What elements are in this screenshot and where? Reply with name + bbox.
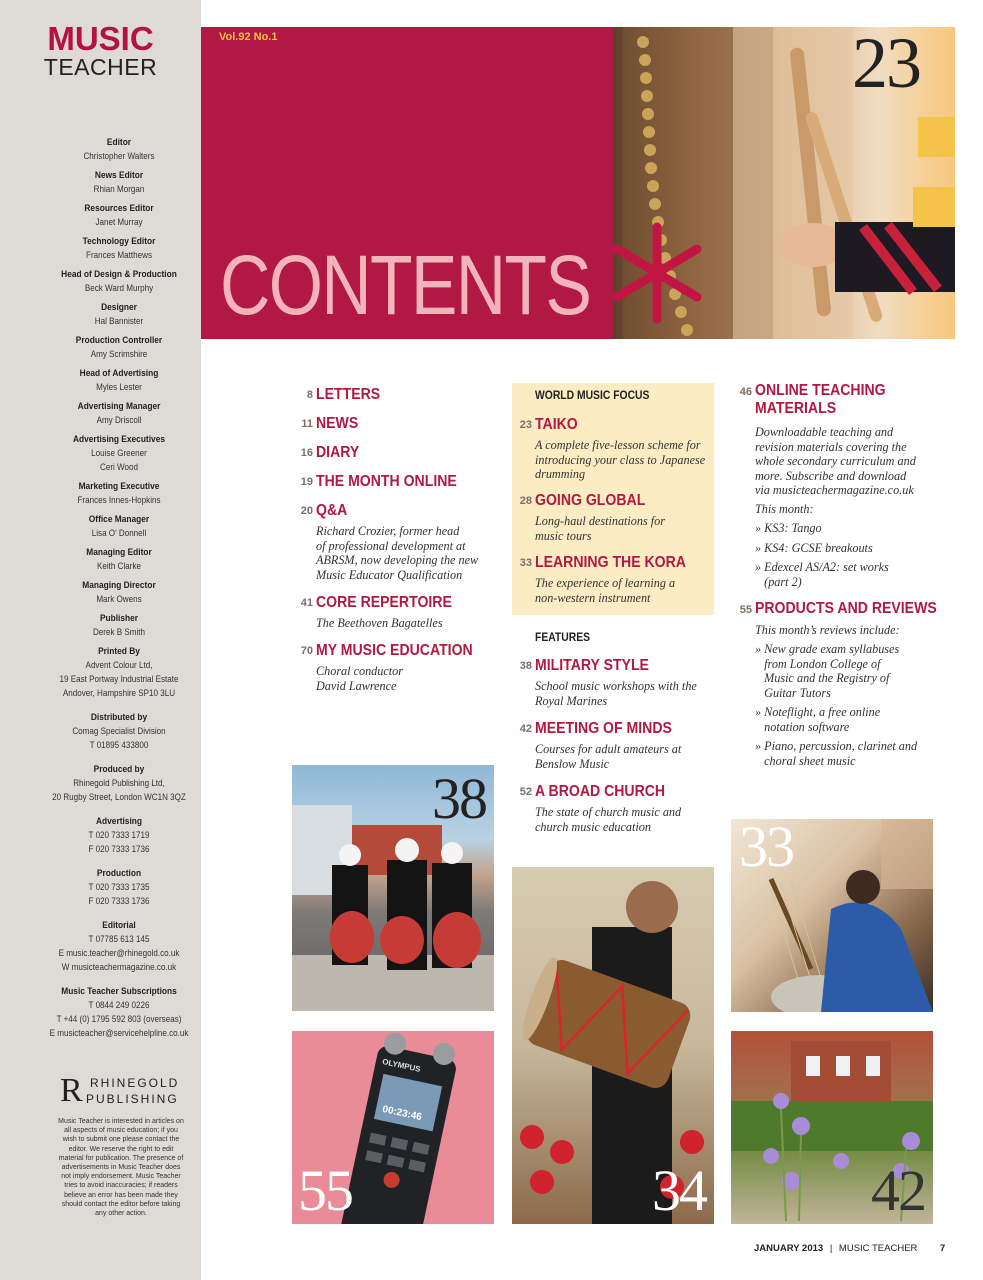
staff-detail: Andover, Hampshire SP10 3LU — [62, 688, 176, 699]
staff-detail: Amy Scrimshire — [90, 349, 148, 360]
staff-list — [20, 136, 218, 1041]
staff-role: Designer — [101, 302, 137, 313]
toc-description: The Beethoven Bagatelles — [316, 616, 443, 630]
staff-detail: Advent Colour Ltd, — [85, 660, 153, 671]
toc-description: via musicteachermagazine.co.uk — [755, 483, 914, 497]
toc-page-number: 70 — [300, 645, 313, 657]
marines-photo — [292, 765, 494, 1011]
staff-detail: 19 East Portway Industrial Estate — [59, 674, 179, 685]
staff-detail: 20 Rugby Street, London WC1N 3QZ — [52, 792, 186, 803]
staff-detail: Rhinegold Publishing Ltd, — [73, 778, 165, 789]
toc-description: Downloadable teaching and — [755, 425, 894, 439]
footer-issue: JANUARY 2013 — [754, 1243, 824, 1254]
recorder-time-display: 00:23:46 — [381, 1103, 423, 1124]
staff-detail: T 020 7333 1735 — [88, 882, 150, 893]
toc-description: ABRSM, now developing the new — [316, 553, 479, 567]
staff-role: Produced by — [93, 764, 145, 775]
staff-detail: Keith Clarke — [97, 561, 141, 572]
toc-description: David Lawrence — [316, 678, 397, 693]
staff-detail: T 0844 249 0226 — [88, 1000, 150, 1011]
staff-detail: T 07785 613 145 — [88, 934, 150, 945]
staff-detail: Hal Bannister — [94, 316, 144, 327]
flowers-page-number: 42 — [871, 1158, 925, 1223]
recorder-photo — [292, 1031, 494, 1224]
rhinegold-logo-line2: PUBLISHING — [86, 1092, 179, 1106]
staff-detail: Beck Ward Murphy — [84, 283, 154, 294]
toc-description: Long-haul destinations for — [535, 514, 666, 528]
section-label-features: FEATURES — [535, 632, 591, 644]
toc-column-2 — [508, 388, 718, 848]
toc-page-number: 38 — [519, 660, 532, 672]
staff-role: Marketing Executive — [78, 481, 160, 492]
staff-detail: F 020 7333 1736 — [88, 896, 150, 907]
bullet-item: » New grade exam syllabuses — [755, 642, 900, 656]
toc-description: The state of church music and — [535, 805, 682, 819]
toc-title: TAIKO — [535, 416, 578, 433]
toc-description: School music workshops with the — [535, 679, 697, 693]
volume-label: Vol.92 No.1 — [219, 31, 278, 43]
dhol-page-number: 34 — [652, 1158, 706, 1223]
rhinegold-logo-line1: RHINEGOLD — [90, 1076, 180, 1090]
month-label: This month: — [755, 502, 814, 516]
staff-role: Publisher — [99, 613, 139, 624]
staff-detail: Janet Murray — [95, 217, 143, 228]
toc-page-number: 33 — [519, 557, 532, 569]
toc-description: non-western instrument — [535, 590, 651, 605]
kora-page-number: 33 — [739, 819, 793, 879]
staff-detail: Myles Lester — [96, 382, 142, 393]
staff-detail: T 020 7333 1719 — [88, 830, 150, 841]
toc-title: MEETING OF MINDS — [535, 720, 672, 737]
toc-description: whole secondary curriculum and — [755, 454, 916, 468]
toc-description: Choral conductor — [316, 664, 404, 678]
toc-title: LETTERS — [316, 386, 381, 403]
toc-page-number: 20 — [300, 505, 313, 517]
toc-title: GOING GLOBAL — [535, 492, 646, 509]
staff-role: Production — [96, 868, 142, 879]
staff-role: Head of Design & Production — [61, 269, 177, 280]
toc-description: drumming — [535, 467, 586, 481]
flowers-photo — [731, 1031, 933, 1224]
toc-title: MATERIALS — [755, 400, 837, 417]
staff-detail: F 020 7333 1736 — [88, 844, 150, 855]
staff-detail: Comag Specialist Division — [72, 726, 166, 737]
staff-detail: Derek B Smith — [92, 627, 146, 638]
staff-role: Resources Editor — [84, 203, 154, 214]
bullet-item: » KS4: GCSE breakouts — [755, 540, 873, 555]
toc-page-number: 42 — [519, 723, 532, 735]
staff-role: Advertising — [95, 816, 142, 827]
toc-page-number: 8 — [306, 389, 313, 401]
footer-separator: | — [829, 1243, 833, 1254]
toc-description: of professional development at — [316, 538, 466, 553]
staff-role: Editorial — [102, 920, 136, 931]
toc-title: A BROAD CHURCH — [535, 783, 666, 800]
staff-detail: E musicteacher@servicehelpline.co.uk — [49, 1028, 189, 1039]
staff-role: Editor — [106, 137, 132, 148]
page-footer — [754, 1243, 945, 1254]
toc-page-number: 41 — [300, 597, 313, 609]
toc-description: revision materials covering the — [755, 439, 907, 454]
toc-description: Music Educator Qualification — [316, 567, 463, 582]
toc-column-3 — [728, 382, 948, 782]
staff-role: Technology Editor — [82, 236, 156, 247]
marines-page-number: 38 — [432, 766, 486, 831]
staff-role: News Editor — [94, 170, 144, 181]
staff-detail: Rhian Morgan — [93, 184, 145, 195]
section-label-world-music: WORLD MUSIC FOCUS — [535, 390, 650, 402]
page-title: CONTENTS — [220, 238, 591, 332]
toc-title: MILITARY STYLE — [535, 657, 649, 674]
staff-detail: W musicteachermagazine.co.uk — [61, 962, 177, 973]
toc-description: The experience of learning a — [535, 576, 676, 590]
footer-magazine: MUSIC TEACHER — [838, 1243, 918, 1254]
bullet-item: from London College of — [755, 656, 881, 671]
toc-description: Courses for adult amateurs at — [535, 742, 682, 756]
masthead-logo-line1: MUSIC — [47, 20, 154, 57]
staff-role: Advertising Executives — [72, 434, 165, 445]
staff-role: Distributed by — [90, 712, 148, 723]
staff-detail: Frances Innes-Hopkins — [77, 495, 161, 506]
staff-detail: Christopher Walters — [83, 151, 155, 162]
bullet-item: Guitar Tutors — [755, 685, 831, 700]
dhol-photo — [512, 867, 714, 1224]
bullet-item: » Edexcel AS/A2: set works — [755, 560, 889, 574]
staff-detail: Amy Driscoll — [96, 415, 142, 426]
rhinegold-logo-mark: R — [60, 1072, 83, 1109]
staff-role: Printed By — [98, 646, 140, 657]
staff-detail: Louise Greener — [91, 448, 147, 459]
staff-role: Head of Advertising — [79, 368, 159, 379]
toc-page-number: 55 — [739, 604, 752, 616]
bullet-item: » Noteflight, a free online — [755, 705, 881, 719]
staff-detail: T +44 (0) 1795 592 803 (overseas) — [56, 1014, 182, 1025]
toc-page-number: 16 — [300, 447, 313, 459]
toc-title: Q&A — [316, 502, 348, 519]
toc-page-number: 28 — [519, 495, 532, 507]
staff-detail: Mark Owens — [96, 594, 142, 605]
toc-description: Benslow Music — [535, 756, 610, 771]
staff-detail: Frances Matthews — [86, 250, 152, 261]
header-photo-page-number: 23 — [852, 23, 920, 103]
staff-role: Production Controller — [75, 335, 163, 346]
toc-title: NEWS — [316, 415, 359, 432]
recorder-brand-label: OLYMPUS — [381, 1057, 422, 1074]
disclaimer-text: Music Teacher is interested in articles on all aspects of music education; if you wish to submit one please contact the editor. We reserve the right to edit material for publication. The presence of advertisements in Music Teacher does not imply endorsement. Music Teacher tries to avoid inaccuracies; if readers believe an error has been made they should contact the editor before taking any other action. — [58, 1116, 184, 1218]
toc-title: DIARY — [316, 444, 360, 461]
staff-role: Managing Director — [82, 580, 156, 591]
staff-detail: Lisa O' Donnell — [91, 528, 147, 539]
staff-detail: T 01895 433800 — [89, 740, 149, 751]
staff-detail: E music.teacher@rhinegold.co.uk — [58, 948, 180, 959]
staff-detail: Ceri Wood — [99, 462, 138, 473]
toc-title: PRODUCTS AND REVIEWS — [755, 600, 937, 617]
toc-title: LEARNING THE KORA — [535, 554, 686, 571]
toc-title: THE MONTH ONLINE — [316, 473, 457, 490]
toc-description: Richard Crozier, former head — [316, 524, 460, 538]
toc-column-1 — [289, 386, 509, 706]
toc-page-number: 23 — [519, 419, 532, 431]
toc-title: ONLINE TEACHING — [755, 382, 886, 399]
toc-description: church music education — [535, 819, 651, 834]
toc-description: A complete five-lesson scheme for — [535, 438, 701, 452]
staff-role: Office Manager — [88, 514, 150, 525]
toc-description: introducing your class to Japanese — [535, 452, 706, 467]
bullet-item: choral sheet music — [755, 753, 856, 768]
toc-page-number: 11 — [301, 418, 313, 430]
toc-page-number: 52 — [519, 786, 532, 798]
kora-photo — [731, 819, 933, 1012]
bullet-item: notation software — [755, 719, 850, 734]
masthead-logo-line2: TEACHER — [43, 54, 158, 80]
staff-role: Music Teacher Subscriptions — [61, 986, 177, 997]
bullet-item: » Piano, percussion, clarinet and — [755, 739, 918, 753]
toc-page-number: 46 — [739, 386, 752, 398]
staff-role: Advertising Manager — [77, 401, 161, 412]
bullet-item: (part 2) — [755, 574, 802, 589]
toc-description: more. Subscribe and download — [755, 468, 907, 483]
bullet-item: » KS3: Tango — [755, 521, 822, 535]
toc-description: music tours — [535, 528, 592, 543]
toc-description: Royal Marines — [535, 693, 608, 708]
bullet-item: Music and the Registry of — [755, 671, 890, 685]
toc-title: MY MUSIC EDUCATION — [316, 642, 473, 659]
toc-title: CORE REPERTOIRE — [316, 594, 452, 611]
toc-description: This month’s reviews include: — [755, 623, 900, 637]
footer-page-number: 7 — [940, 1243, 946, 1254]
recorder-page-number: 55 — [298, 1158, 352, 1223]
staff-role: Managing Editor — [86, 547, 152, 558]
toc-page-number: 19 — [300, 476, 313, 488]
